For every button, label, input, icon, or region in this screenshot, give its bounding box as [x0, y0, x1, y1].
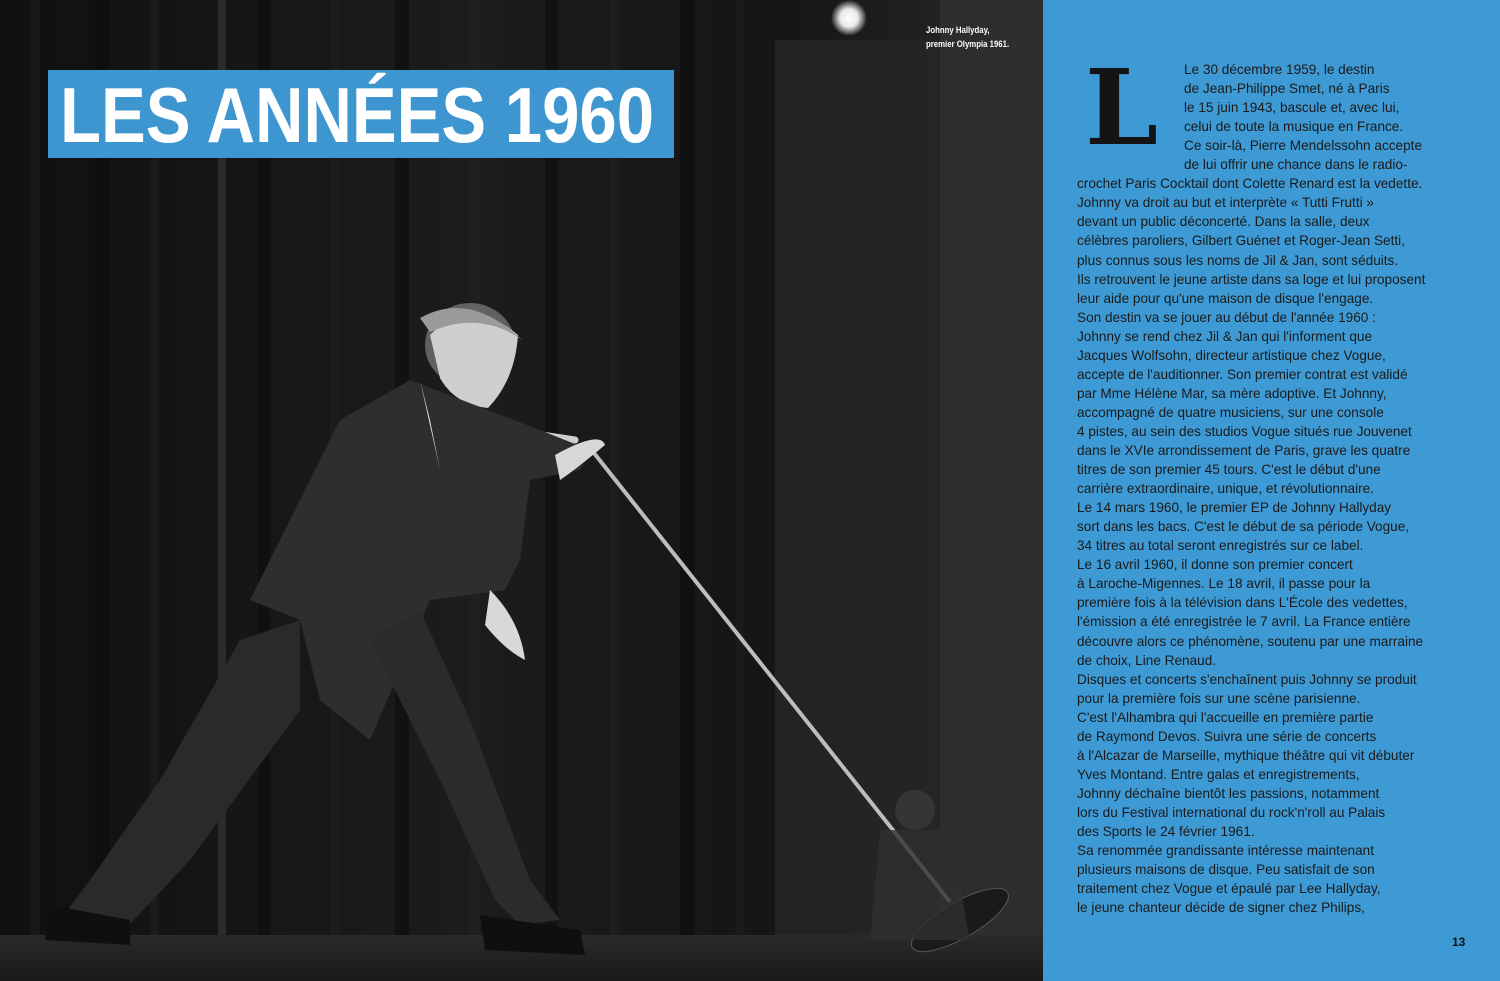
headline-banner: [48, 70, 674, 158]
article-line: Ce soir-là, Pierre Mendelssohn accepte: [1184, 138, 1423, 154]
article-line: carrière extraordinaire, unique, et révolutionnaire.: [1077, 481, 1374, 497]
article-line: de lui offrir une chance dans le radio-: [1184, 157, 1408, 173]
article-line: découvre alors ce phénomène, soutenu par une marraine: [1077, 633, 1424, 649]
article-line: traitement chez Vogue et épaulé par Lee Hallyday,: [1077, 881, 1381, 897]
article-line: de Raymond Devos. Suivra une série de concerts: [1077, 728, 1377, 744]
article-line: le 15 juin 1943, bascule et, avec lui,: [1184, 100, 1400, 116]
article-line: Johnny déchaîne bientôt les passions, notamment: [1077, 785, 1380, 801]
caption-line-1: Johnny Hallyday,: [926, 25, 990, 36]
article-line: devant un public déconcerté. Dans la salle, deux: [1077, 214, 1370, 230]
article-line: Le 14 mars 1960, le premier EP de Johnny Hallyday: [1077, 500, 1392, 516]
article-line: Johnny se rend chez Jil & Jan qui l'informent que: [1077, 328, 1373, 344]
article-line: l'émission a été enregistrée le 7 avril. La France entière: [1077, 614, 1411, 630]
article-line: 4 pistes, au sein des studios Vogue situés rue Jouvenet: [1077, 423, 1412, 439]
drop-cap: L: [1085, 46, 1159, 169]
article-line: Le 30 décembre 1959, le destin: [1184, 62, 1375, 77]
page-number: 13: [1452, 935, 1466, 949]
article-line: sort dans les bacs. C'est le début de sa période Vogue,: [1077, 519, 1410, 535]
article-line: des Sports le 24 février 1961.: [1077, 824, 1255, 839]
page-title: LES ANNÉES 1960: [60, 71, 655, 159]
article-line: dans le XVIe arrondissement de Paris, grave les quatre: [1077, 443, 1411, 458]
article-line: 34 titres au total seront enregistrés sur ce label.: [1077, 538, 1364, 554]
article-line: à l'Alcazar de Marseille, mythique théâtre qui vit débuter: [1077, 747, 1415, 763]
article-line: Jacques Wolfsohn, directeur artistique chez Vogue,: [1077, 347, 1386, 363]
article-line: pour la première fois sur une scène parisienne.: [1077, 690, 1361, 706]
article-line: première fois à la télévision dans L'École des vedettes,: [1077, 595, 1408, 611]
article-line: Le 16 avril 1960, il donne son premier concert: [1077, 557, 1353, 573]
article-line: par Mme Hélène Mar, sa mère adoptive. Et Johnny,: [1077, 385, 1387, 401]
photo-caption: [926, 24, 1009, 52]
article-line: à Laroche-Migennes. Le 18 avril, il passe pour la: [1077, 576, 1371, 592]
article-line: titres de son premier 45 tours. C'est le début d'une: [1077, 462, 1381, 478]
article-line: C'est l'Alhambra qui l'accueille en première partie: [1077, 709, 1374, 725]
article-page: [1043, 0, 1500, 981]
caption-line-2: premier Olympia 1961.: [926, 39, 1010, 50]
article-line: crochet Paris Cocktail dont Colette Renard est la vedette.: [1077, 176, 1423, 192]
article-line: Ils retrouvent le jeune artiste dans sa loge et lui proposent: [1077, 271, 1426, 287]
article-line: le jeune chanteur décide de signer chez Philips,: [1077, 900, 1365, 916]
article-line: accompagné de quatre musiciens, sur une console: [1077, 404, 1384, 420]
article-line: accepte de l'auditionner. Son premier contrat est validé: [1077, 366, 1408, 382]
article-line: celui de toute la musique en France.: [1184, 119, 1404, 135]
article-line: leur aide pour qu'une maison de disque l'engage.: [1077, 290, 1374, 306]
article-line: Johnny va droit au but et interprète « Tutti Frutti »: [1077, 195, 1374, 211]
article-line: lors du Festival international du rock'n'roll au Palais: [1077, 804, 1386, 820]
article-line: plus connus sous les noms de Jil & Jan, sont séduits.: [1077, 252, 1399, 268]
article-line: plusieurs maisons de disque. Peu satisfait de son: [1077, 862, 1375, 878]
article-line: célèbres paroliers, Gilbert Guénet et Roger-Jean Setti,: [1077, 233, 1405, 249]
article-line: de choix, Line Renaud.: [1077, 652, 1217, 668]
spotlight: [831, 0, 867, 36]
article-line: Son destin va se jouer au début de l'année 1960 :: [1077, 309, 1376, 325]
article-line: Yves Montand. Entre galas et enregistrements,: [1077, 766, 1360, 782]
article-line: Sa renommée grandissante intéresse maintenant: [1077, 843, 1374, 859]
article-line: Disques et concerts s'enchaînent puis Johnny se produit: [1077, 671, 1417, 687]
article-line: de Jean-Philippe Smet, né à Paris: [1184, 81, 1390, 97]
